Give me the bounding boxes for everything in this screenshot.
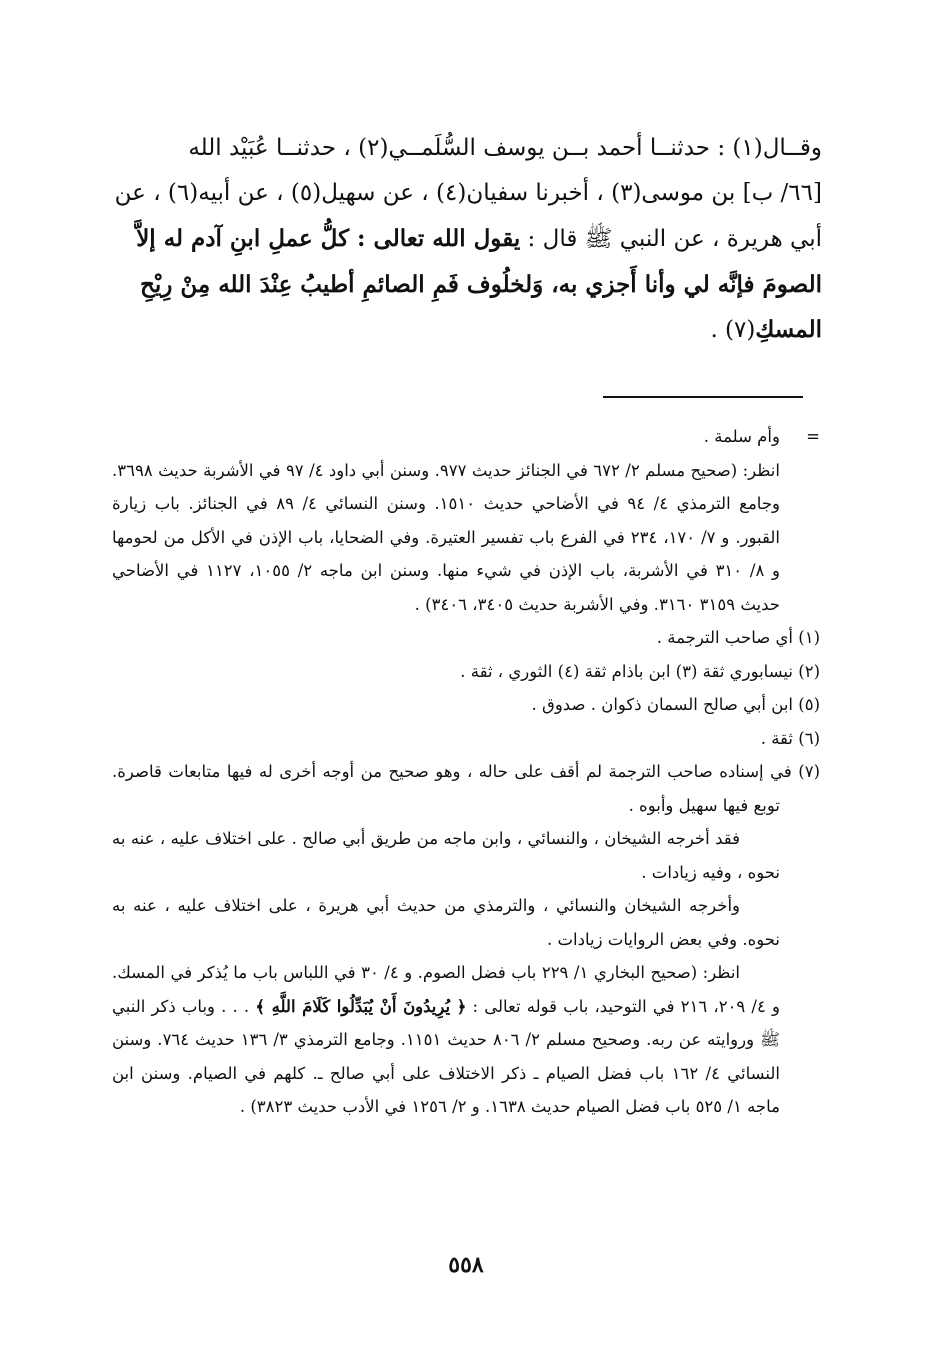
quran-quote: ﴿ يُرِيدُونَ أَنْ يُبَدِّلُوا كَلَامَ اللَّهِ ﴾: [255, 996, 467, 1016]
footnote-6: (٦) ثقة .: [760, 728, 820, 748]
hadith-line-5: [96, 307, 822, 353]
page-number: ٥٥٨: [448, 1252, 484, 1278]
hadith-line-3-bold: يقول الله تعالى : كلُّ عملِ ابنِ آدم له إلاَّ: [136, 225, 521, 252]
continuation-text: وأم سلمة .: [703, 427, 780, 446]
footnote-continuation-refs: انظر: (صحيح مسلم ٢/ ٦٧٢ في الجنائز حديث ٩٧٧. وسنن أبي داود ٤/ ٩٧ في الأشربة حديث ٣٦٩٨. وجامع الترمذي ٤/ ٩٤ في الأضاحي حديث ١٥١٠. وسنن النسائي ٤/ ٨٩ في الجنائز. باب زيارة القبور. و ٧/ ١٧٠، ٢٣٤ في الفرع باب تفسير العتيرة. وفي الضحايا، باب الإذن في الأكل من لحومها و ٨/ ٣١٠ في الأشربة، باب الإذن في شيء منها. وسنن ابن ماجه ٢/ ١٠٥٥، ١١٢٧ في الأضاحي حديث ٣١٥٩ ٣١٦٠. وفي الأشربة حديث ٣٤٠٥، ٣٤٠٦) .: [112, 460, 780, 614]
hadith-line-3-plain: أبي هريرة ، عن النبي ﷺ قال :: [527, 226, 822, 252]
footnote-7-para-1: فقد أخرجه الشيخان ، والنسائي ، وابن ماجه من طريق أبي صالح . على اختلاف عليه ، عنه به نحوه ، وفيه زيادات .: [112, 829, 780, 882]
hadith-line-2: [٦٦/ ب] بن موسى(٣) ، أخبرنا سفيان(٤) ، عن سهيل(٥) ، عن أبيه(٦) ، عن: [114, 180, 822, 206]
hadith-text: [96, 126, 822, 353]
footnote-7-para-2: وأخرجه الشيخان والنسائي ، والترمذي من حديث أبي هريرة ، على اختلاف عليه ، عنه به نحوه. وفي بعض الروايات زيادات .: [112, 896, 780, 949]
footnotes: [112, 420, 820, 1124]
footnote-2: (٢) نيسابوري ثقة (٣) ابن باذام ثقة (٤) الثوري ، ثقة .: [460, 661, 820, 681]
footnote-continuation: [112, 420, 820, 454]
footnote-7: (٧) في إسناده صاحب الترجمة لم أقف على حاله ، وهو صحيح من أوجه أخرى له فيها متابعات قاصرة. توبع فيها سهيل وأبوه .: [112, 762, 820, 815]
hadith-line-5-plain: (٧) .: [710, 317, 756, 343]
footnote-1: (١) أي صاحب الترجمة .: [656, 628, 820, 647]
hadith-line-4: الصومَ فإنَّه لي وأنا أَجزي به، وَلخلُوف فَمِ الصائمِ أطيبُ عِنْدَ الله مِنْ رِيْحِ: [140, 271, 822, 298]
footnote-7-para-3-b: . . . وباب ذكر النبي ﷺ وروايته عن ربه. وصحيح مسلم ٢/ ٨٠٦ حديث ١١٥١. وجامع الترمذي ٣/ ١٣٦ حديث ٧٦٤. وسنن النسائي ٤/ ١٦٢ باب فضل الصيام ـ ذكر الاختلاف على أبي صالح ـ. كلهم في الصيام. وسنن ابن ماجه ١/ ٥٢٥ باب فضل الصيام حديث ١٦٣٨. و ٢/ ١٢٥٦ في الأدب حديث ٣٨٢٣) .: [112, 996, 780, 1116]
footnote-5: (٥) ابن أبي صالح السمان ذكوان . صدوق .: [531, 695, 820, 714]
hadith-line-3: [96, 216, 822, 262]
footnote-7-para-3-a: انظر: (صحيح البخاري ١/ ٢٢٩ باب فضل الصوم. و ٤/ ٣٠ في اللباس باب ما يُذكر في المسك. و ٤/ ٢٠٩، ٢١٦ في التوحيد، باب قوله تعالى :: [112, 963, 780, 1016]
continuation-marker: =: [806, 427, 820, 446]
footnote-7-para-3: [112, 956, 820, 1124]
footnote-separator: [603, 396, 803, 398]
hadith-line-5-bold: المسكِ: [755, 316, 822, 343]
hadith-line-1: وقــال(١) : حدثنــا أحمد بــن يوسف السُّلَمــي(٢) ، حدثنــا عُبَيْد الله: [188, 135, 822, 161]
